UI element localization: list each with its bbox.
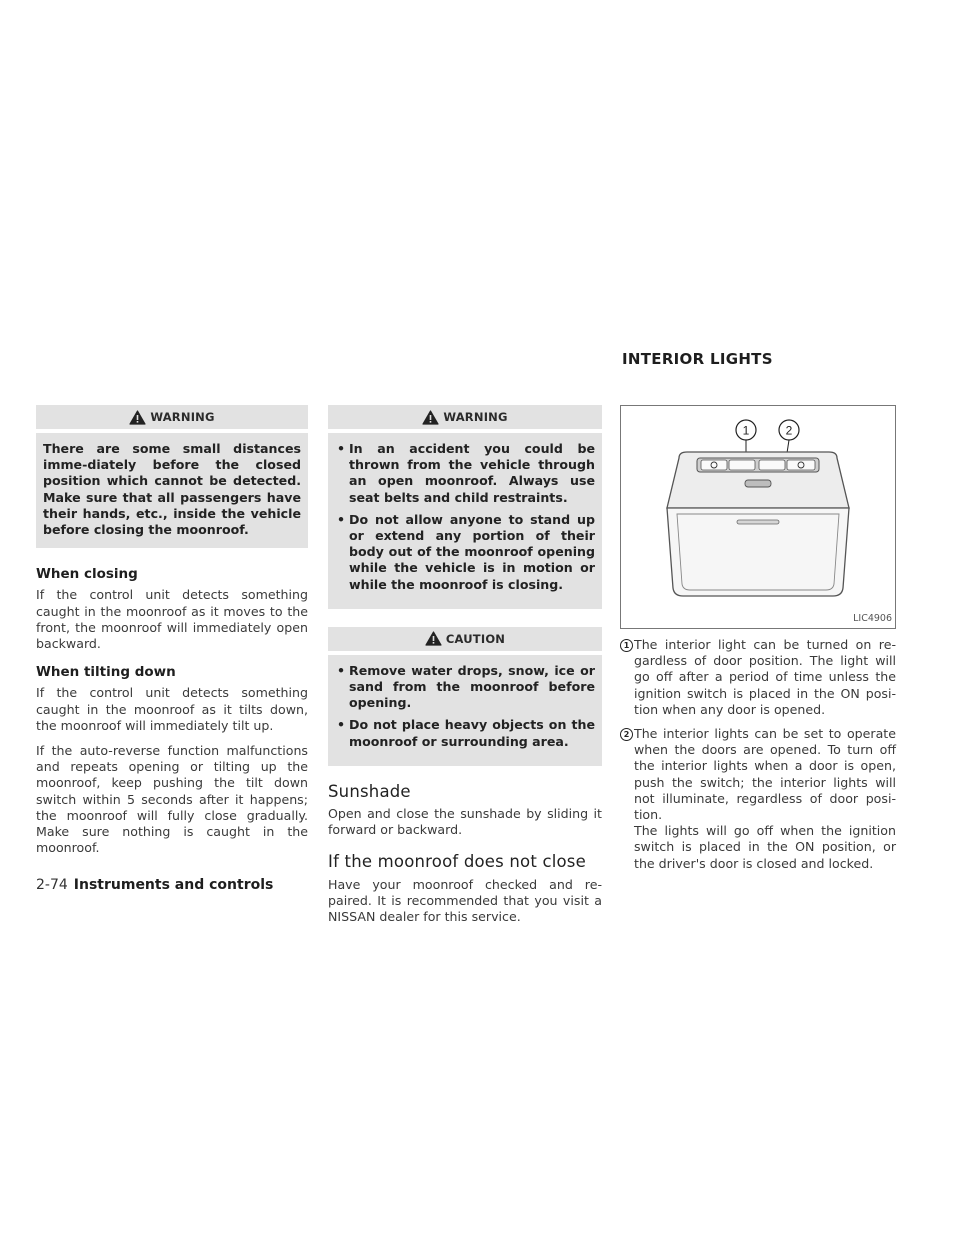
when-tilting-text: If the control unit detects something caught in the moonroof as it tilts down, the moonroof will immediately tilt up. <box>36 685 308 733</box>
warning-box-left <box>36 405 308 548</box>
item-2-number: 2 <box>620 728 633 741</box>
item-2-text-b: The lights will go off when the ignition switch is placed in the ON position, or the driver's door is closed and locked. <box>634 823 896 871</box>
caution-icon <box>425 631 442 646</box>
item-2 <box>620 726 896 872</box>
not-close-heading: If the moonroof does not close <box>328 852 586 872</box>
warning-label: WARNING <box>443 409 508 424</box>
page-number: 2-74 <box>36 877 68 893</box>
callout-1: 1 <box>742 423 750 438</box>
warning-header <box>335 405 595 429</box>
warning-icon <box>422 410 439 425</box>
chapter-title: Instruments and controls <box>73 877 274 893</box>
item-1-text: The interior light can be turned on re-gardless of door position. The light will go off after a period of time unless the ignition switch is placed in the ON posi-tion when any door is opened. <box>634 637 896 717</box>
caution-item: • Remove water drops, snow, ice or sand from the moonroof before opening. <box>335 663 595 712</box>
warning-box-middle <box>328 405 602 609</box>
middle-column <box>328 405 602 934</box>
auto-reverse-text: If the auto-reverse function malfunctions and repeats opening or tilting up the moonroof, keep pushing the tilt down switch within 5 seconds after it happens; the moonroof will fully close gradually. Make sure nothing is caught in the moonroof. <box>36 743 308 856</box>
caution-box <box>328 627 602 766</box>
item-2-text: The interior lights can be set to operate when the doors are opened. To turn off the interior lights when a door is open, push the switch; the interior lights will not illuminate, regardless of door posi-tion. <box>634 726 896 823</box>
warning-item: • In an accident you could be thrown from the vehicle through an open moonroof. Always use seat belts and child restraints. <box>335 441 595 506</box>
item-1 <box>620 637 896 718</box>
right-column <box>620 405 896 872</box>
warning-item: • Do not allow anyone to stand up or extend any portion of their body out of the moonroof opening while the vehicle is in motion or while the moonroof is closing. <box>335 512 595 593</box>
warning-list <box>328 429 602 593</box>
sunshade-text: Open and close the sunshade by sliding it forward or backward. <box>328 806 602 838</box>
caution-item: • Do not place heavy objects on the moonroof or surrounding area. <box>335 717 595 749</box>
when-closing-text: If the control unit detects something caught in the moonroof as it moves to the front, the moonroof will immediately open backward. <box>36 587 308 652</box>
page-footer <box>36 877 273 893</box>
not-close-text: Have your moonroof checked and re-paired. It is recommended that you visit a NISSAN dealer for this service. <box>328 876 602 925</box>
section-title: INTERIOR LIGHTS <box>622 350 773 368</box>
when-tilting-heading: When tilting down <box>36 664 176 681</box>
callout-2: 2 <box>785 423 793 438</box>
figure-code: LIC4906 <box>853 612 892 624</box>
left-column <box>36 405 308 865</box>
sunshade-heading: Sunshade <box>328 781 411 801</box>
interior-light-figure <box>620 405 896 629</box>
caution-label: CAUTION <box>445 631 506 646</box>
interior-light-illustration <box>621 406 895 628</box>
warning-text: There are some small distances imme-diately before the closed position which cannot be detected. Make sure that all passengers have their hands, etc., inside the vehicle before closing the moonroof. <box>36 429 308 538</box>
caution-list <box>328 651 602 750</box>
warning-icon <box>129 410 146 425</box>
when-closing-heading: When closing <box>36 566 138 583</box>
warning-header <box>43 405 301 429</box>
item-1-number: 1 <box>620 639 633 652</box>
caution-header <box>335 627 595 651</box>
warning-label: WARNING <box>150 409 215 424</box>
